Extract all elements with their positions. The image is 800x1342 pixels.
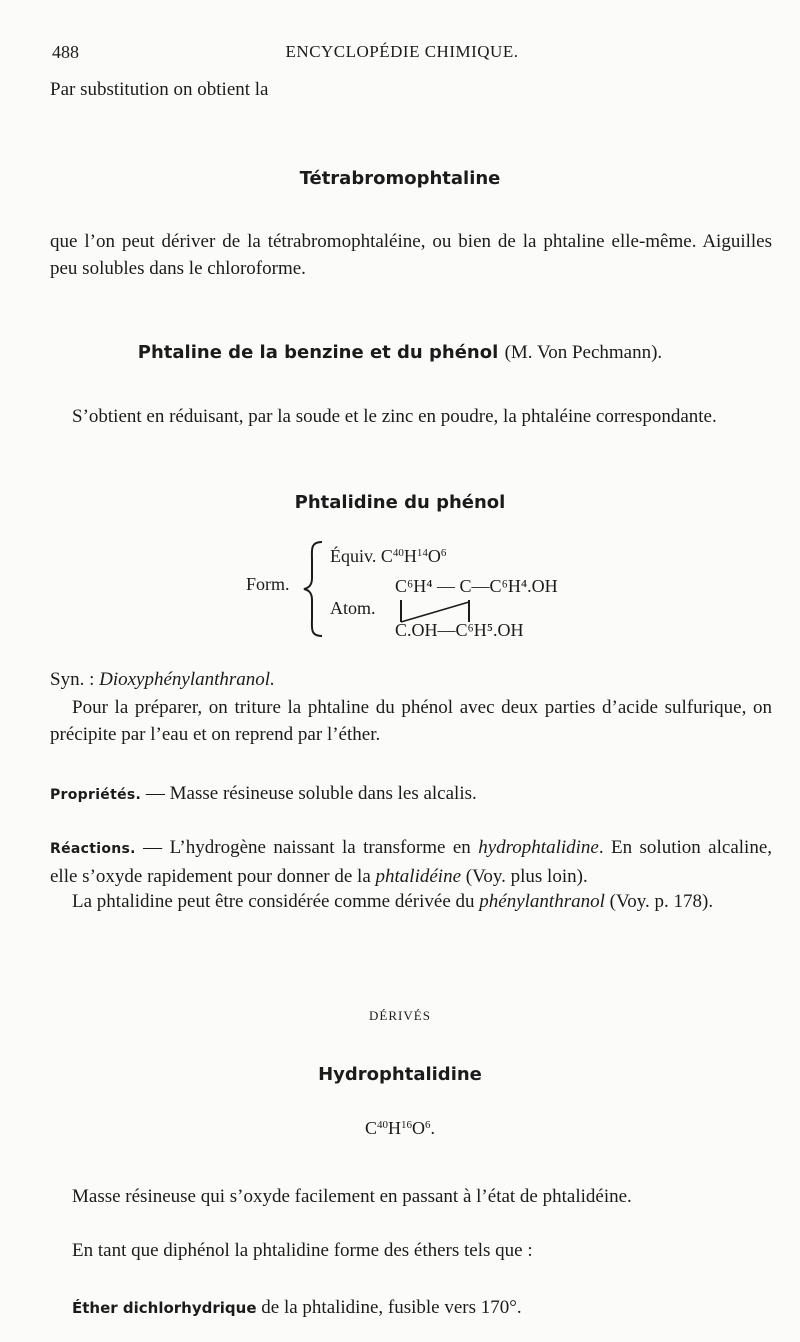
formula-equiv: Équiv. $C^{40}H^{14}O^6$: [330, 546, 447, 566]
properties-paragraph: [50, 780, 772, 809]
heading-phtaline-title: Phtaline de la benzine et du phénol: [137, 342, 499, 363]
reactions-text-1: — L’hydrogène naissant la transforme en: [135, 837, 479, 858]
properties-label: Propriétés.: [50, 787, 142, 803]
reactions-italic-hydrophtalidine: hydrophtalidine: [478, 837, 599, 858]
hydrophtalidine-paragraph-2: En tant que diphénol la phtalidine forme des éthers tels que :: [72, 1240, 533, 1261]
formula-equiv-label: Équiv.: [330, 546, 377, 566]
hydrophtalidine-paragraph-1: Masse résineuse qui s’oxyde facilement en passant à l’état de phtalidéine.: [72, 1186, 632, 1207]
heading-tetrabromophtaline: Tétrabromophtaline: [299, 168, 501, 189]
page-number: 488: [52, 42, 79, 62]
phtaline-paragraph: S’obtient en réduisant, par la soude et le zinc en poudre, la phtaléine correspondante.: [72, 406, 717, 427]
derives-label: DÉRIVÉS: [369, 1008, 431, 1023]
heading-phtalidine-phenol: Phtalidine du phénol: [294, 492, 506, 513]
synonym-value: Dioxyphénylanthranol.: [99, 669, 275, 690]
heading-phtaline-benzine-phenol: [0, 342, 800, 364]
reactions-italic-phtalideine: phtalidéine: [375, 866, 462, 887]
derivation-italic-phenylanthranol: phénylanthranol: [479, 891, 605, 912]
heading-hydrophtalidine: Hydrophtalidine: [318, 1064, 482, 1085]
reactions-label: Réactions.: [50, 841, 136, 857]
properties-text: — Masse résineuse soluble dans les alcalis.: [141, 783, 477, 804]
running-title: ENCYCLOPÉDIE CHIMIQUE.: [285, 42, 519, 61]
preparation-paragraph: Pour la préparer, on triture la phtaline du phénol avec deux parties d’acide sulfurique, on précipite par l’eau et on reprend par l’éther.: [50, 697, 772, 745]
hydrophtalidine-formula: $C^{40}H^{16}O^6$.: [364, 1118, 435, 1138]
derivation-text-1: La phtalidine peut être considérée comme dérivée du: [72, 891, 480, 912]
derivation-paragraph: [50, 888, 772, 915]
formula-atom-label: Atom.: [330, 598, 376, 618]
heading-phtaline-author: (M. Von Pechmann).: [504, 342, 663, 363]
formula-brace: [300, 540, 328, 638]
synonym-label: Syn. :: [50, 669, 100, 690]
reactions-text-3: (Voy. plus loin).: [461, 866, 588, 887]
intro-text: Par substitution on obtient la: [50, 79, 269, 100]
page-header: [52, 42, 752, 68]
reactions-paragraph: [50, 834, 772, 890]
formula-line-top: C⁶H⁴ — C—C⁶H⁴.OH: [395, 576, 558, 596]
ether-paragraph: [50, 1294, 772, 1322]
formula-line-bottom: C.OH—C⁶H⁵.OH: [395, 620, 524, 640]
tetra-paragraph: que l’on peut dériver de la tétrabromophtaléine, ou bien de la phtaline elle-même. Aiguilles peu solubles dans le chloroforme.: [50, 231, 772, 279]
formula-label: Form.: [246, 574, 290, 594]
reactions-text-2: . En solution alcaline, elle s’oxyde rapidement pour donner de la: [50, 837, 773, 887]
synonym-line: [50, 666, 772, 693]
ether-label: Éther dichlorhydrique: [72, 1299, 257, 1317]
derivation-text-2: (Voy. p. 178).: [604, 891, 714, 912]
ether-text: de la phtalidine, fusible vers 170°.: [256, 1297, 522, 1318]
